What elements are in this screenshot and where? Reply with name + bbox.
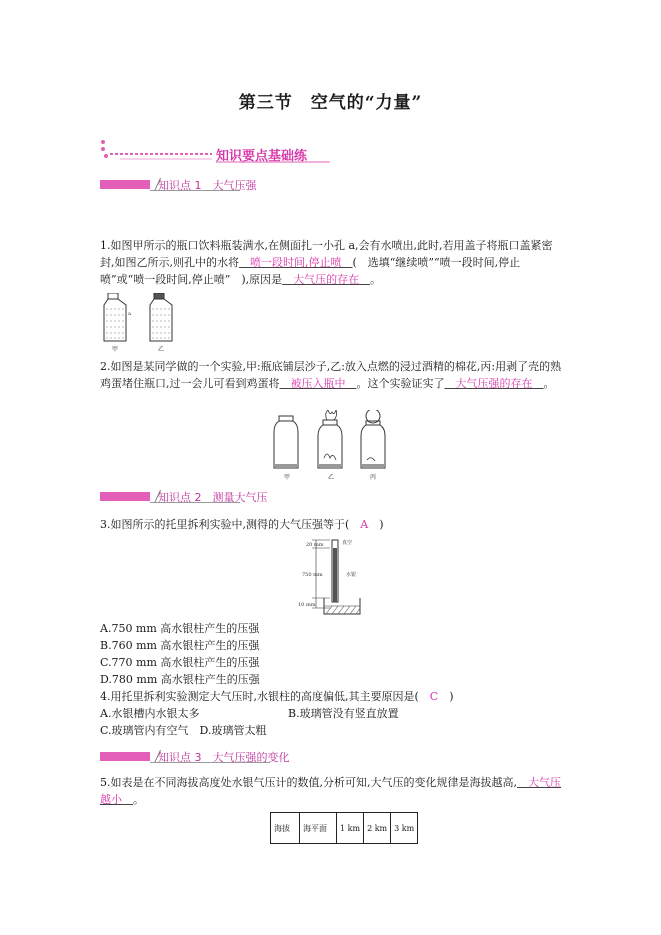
table-row xyxy=(271,813,418,844)
answer-blank[interactable]: 大气压的存在 xyxy=(282,273,371,286)
table-cell: 2 km xyxy=(364,813,391,844)
torricelli-figure-q3 xyxy=(298,536,378,616)
option-b[interactable]: B.760 mm 高水银柱产生的压强 xyxy=(100,639,260,652)
question-1: 1.如图甲所示的瓶口饮料瓶装满水,在侧面扎一小孔 a,会有水喷出,此时,若用盖子将瓶口盖紧密封,如图乙所示,则孔中的水将 喷一段时间,停止喷 ( 选填“继续喷”“喷一段时间,停止喷”或“喷一段时间,停止喷” ),原因是 大气压的存在 。 xyxy=(100,239,553,286)
dim-bot-label: 10 mm xyxy=(298,602,316,608)
bottle-figure-q1 xyxy=(100,293,190,353)
page-title: 第三节 空气的“力量” xyxy=(238,93,423,113)
knowledge-point-label: 知识点 1 大气压强 xyxy=(158,179,257,192)
caption-yi: 乙 xyxy=(158,346,165,353)
vacuum-label: 真空 xyxy=(342,540,353,546)
caption-yi: 乙 xyxy=(328,474,335,481)
caption-jia: 甲 xyxy=(284,474,291,481)
altitude-table xyxy=(270,812,418,844)
section-heading: 知识要点基础练 xyxy=(216,149,308,164)
table-cell: 1 km xyxy=(337,813,364,844)
dim-mid-label: 750 mm xyxy=(302,572,323,578)
knowledge-point-2-header xyxy=(100,490,320,504)
dim-top-label: 20 mm xyxy=(306,542,324,548)
answer-choice[interactable]: A xyxy=(349,518,380,531)
option-c-d[interactable]: C.玻璃管内有空气 D.玻璃管太粗 xyxy=(100,724,267,737)
knowledge-point-label: 知识点 2 测量大气压 xyxy=(158,491,268,504)
answer-blank[interactable]: 喷一段时间,停止喷 xyxy=(239,256,353,269)
answer-blank[interactable]: 大气压越小 xyxy=(100,776,561,806)
caption-jia: 甲 xyxy=(112,346,119,353)
hole-label: a xyxy=(128,311,131,317)
mercury-label: 水银 xyxy=(346,572,357,578)
option-b[interactable]: B.玻璃管没有竖直放置 xyxy=(288,707,399,720)
option-d[interactable]: D.780 mm 高水银柱产生的压强 xyxy=(100,673,260,686)
option-a[interactable]: A.750 mm 高水银柱产生的压强 xyxy=(100,622,260,635)
table-cell: 3 km xyxy=(391,813,418,844)
jar-egg-figure-q2 xyxy=(272,410,392,482)
knowledge-point-3-header xyxy=(100,750,320,764)
table-cell: 海拔 xyxy=(271,813,300,844)
question-3: 3.如图所示的托里拆利实验中,测得的大气压强等于( A ) xyxy=(100,518,384,531)
answer-blank[interactable]: 大气压强的存在 xyxy=(444,377,544,390)
option-a[interactable]: A.水银槽内水银太多 xyxy=(100,707,200,720)
knowledge-point-1-header xyxy=(100,178,320,192)
answer-choice[interactable]: C xyxy=(418,690,450,703)
table-cell: 海平面 xyxy=(300,813,337,844)
caption-bing: 丙 xyxy=(370,474,377,481)
knowledge-point-label: 知识点 3 大气压强的变化 xyxy=(158,751,290,764)
question-4: 4.用托里拆利实验测定大气压时,水银柱的高度偏低,其主要原因是( C ) xyxy=(100,690,454,703)
answer-blank[interactable]: 被压入瓶中 xyxy=(279,377,357,390)
question-5: 5.如表是在不同海拔高度处水银气压计的数值,分析可知,大气压的变化规律是海拔越高, 大气压越小 。 xyxy=(100,776,561,806)
question-2: 2.如图是某同学做的一个实验,甲:瓶底铺层沙子,乙:放入点燃的浸过酒精的棉花,丙:用剥了壳的熟鸡蛋堵住瓶口,过一会儿可看到鸡蛋将 被压入瓶中 。这个实验证实了 大气压强的存在 。 xyxy=(100,360,562,390)
option-c[interactable]: C.770 mm 高水银柱产生的压强 xyxy=(100,656,260,669)
